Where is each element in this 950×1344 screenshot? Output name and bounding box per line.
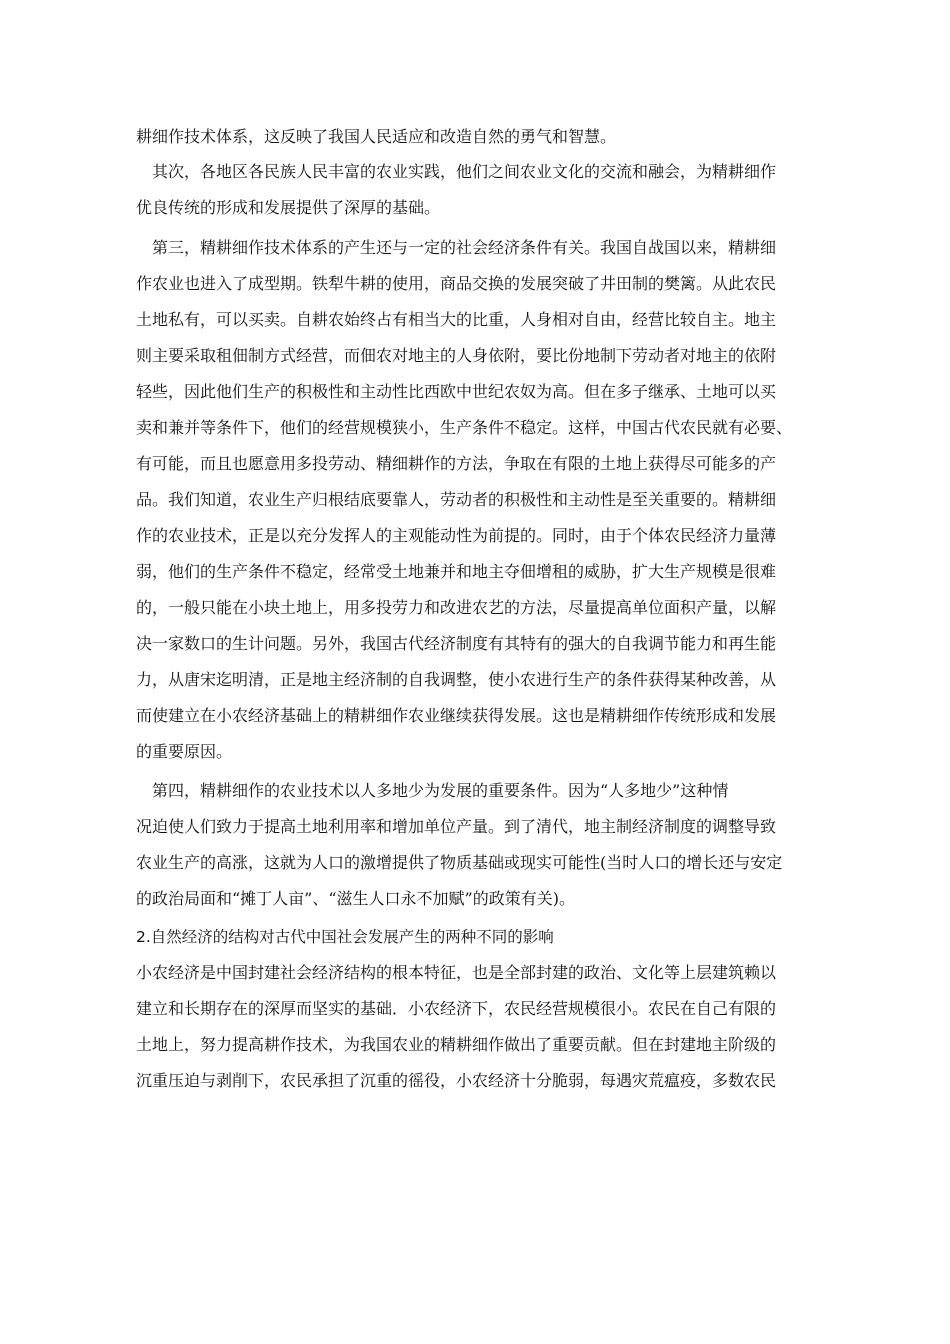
- text-line: 有可能，而且也愿意用多投劳动、精细耕作的方法，争取在有限的土地上获得尽可能多的产: [136, 454, 777, 473]
- text-line: 农业生产的高涨，这就为人口的激增提供了物质基础或现实可能性(当时人口的增长还与安定: [136, 853, 783, 872]
- text-line: 决一家数口的生计问题。另外，我国古代经济制度有其特有的强大的自我调节能力和再生能: [136, 634, 777, 653]
- text-line: 土地私有，可以买卖。自耕农始终占有相当大的比重，人身相对自由，经营比较自主。地主: [136, 310, 777, 329]
- text-line: 而使建立在小农经济基础上的精耕细作农业继续获得发展。这也是精耕细作传统形成和发展: [136, 706, 777, 725]
- text-line: 力，从唐宋迄明清，正是地主经济制的自我调整，使小农进行生产的条件获得某种改善，从: [136, 670, 777, 689]
- text-line: 况迫使人们致力于提高土地利用率和增加单位产量。到了清代，地主制经济制度的调整导致: [136, 817, 777, 836]
- text-line: 则主要采取租佃制方式经营，而佃农对地主的人身依附，要比份地制下劳动者对地主的依附: [136, 346, 777, 365]
- section-heading: 2.自然经济的结构对古代中国社会发展产生的两种不同的影响: [136, 928, 554, 946]
- text-line: 弱，他们的生产条件不稳定，经常受土地兼并和地主夺佃增租的威胁，扩大生产规模是很难: [136, 562, 777, 581]
- text-line: 第四，精耕细作的农业技术以人多地少为发展的重要条件。因为“人多地少”这种情: [136, 781, 729, 800]
- text-line: 其次，各地区各民族人民丰富的农业实践，他们之间农业文化的交流和融会，为精耕细作: [136, 162, 777, 181]
- text-line: 卖和兼并等条件下，他们的经营规模狭小，生产条件不稳定。这样，中国古代农民就有必要、: [136, 418, 793, 437]
- text-line: 建立和长期存在的深厚而坚实的基础．小农经济下，农民经营规模很小。农民在自己有限的: [136, 999, 777, 1018]
- text-line: 土地上，努力提高耕作技术，为我国农业的精耕细作做出了重要贡献。但在封建地主阶级的: [136, 1035, 777, 1054]
- text-line: 作的农业技术，正是以充分发挥人的主观能动性为前提的。同时，由于个体农民经济力量薄: [136, 526, 777, 545]
- text-line: 第三，精耕细作技术体系的产生还与一定的社会经济条件有关。我国自战国以来，精耕细: [136, 238, 777, 257]
- text-line: 小农经济是中国封建社会经济结构的根本特征，也是全部封建的政治、文化等上层建筑赖以: [136, 963, 777, 982]
- text-line: 的政治局面和“摊丁人亩”、“滋生人口永不加赋”的政策有关)。: [136, 889, 575, 908]
- text-line: 作农业也进入了成型期。铁犁牛耕的使用，商品交换的发展突破了井田制的樊篱。从此农民: [136, 274, 777, 293]
- text-line: 耕细作技术体系，这反映了我国人民适应和改造自然的勇气和智慧。: [136, 127, 617, 146]
- text-line: 优良传统的形成和发展提供了深厚的基础。: [136, 198, 441, 217]
- text-line: 品。我们知道，农业生产归根结底要靠人，劳动者的积极性和主动性是至关重要的。精耕细: [136, 490, 777, 509]
- text-line: 的重要原因。: [136, 742, 233, 761]
- text-line: 沉重压迫与剥削下，农民承担了沉重的徭役，小农经济十分脆弱，每遇灾荒瘟疫，多数农民: [136, 1071, 777, 1090]
- text-line: 的，一般只能在小块土地上，用多投劳力和改进农艺的方法，尽量提高单位面积产量，以解: [136, 598, 777, 617]
- text-line: 轻些，因此他们生产的积极性和主动性比西欧中世纪农奴为高。但在多子继承、土地可以买: [136, 382, 777, 401]
